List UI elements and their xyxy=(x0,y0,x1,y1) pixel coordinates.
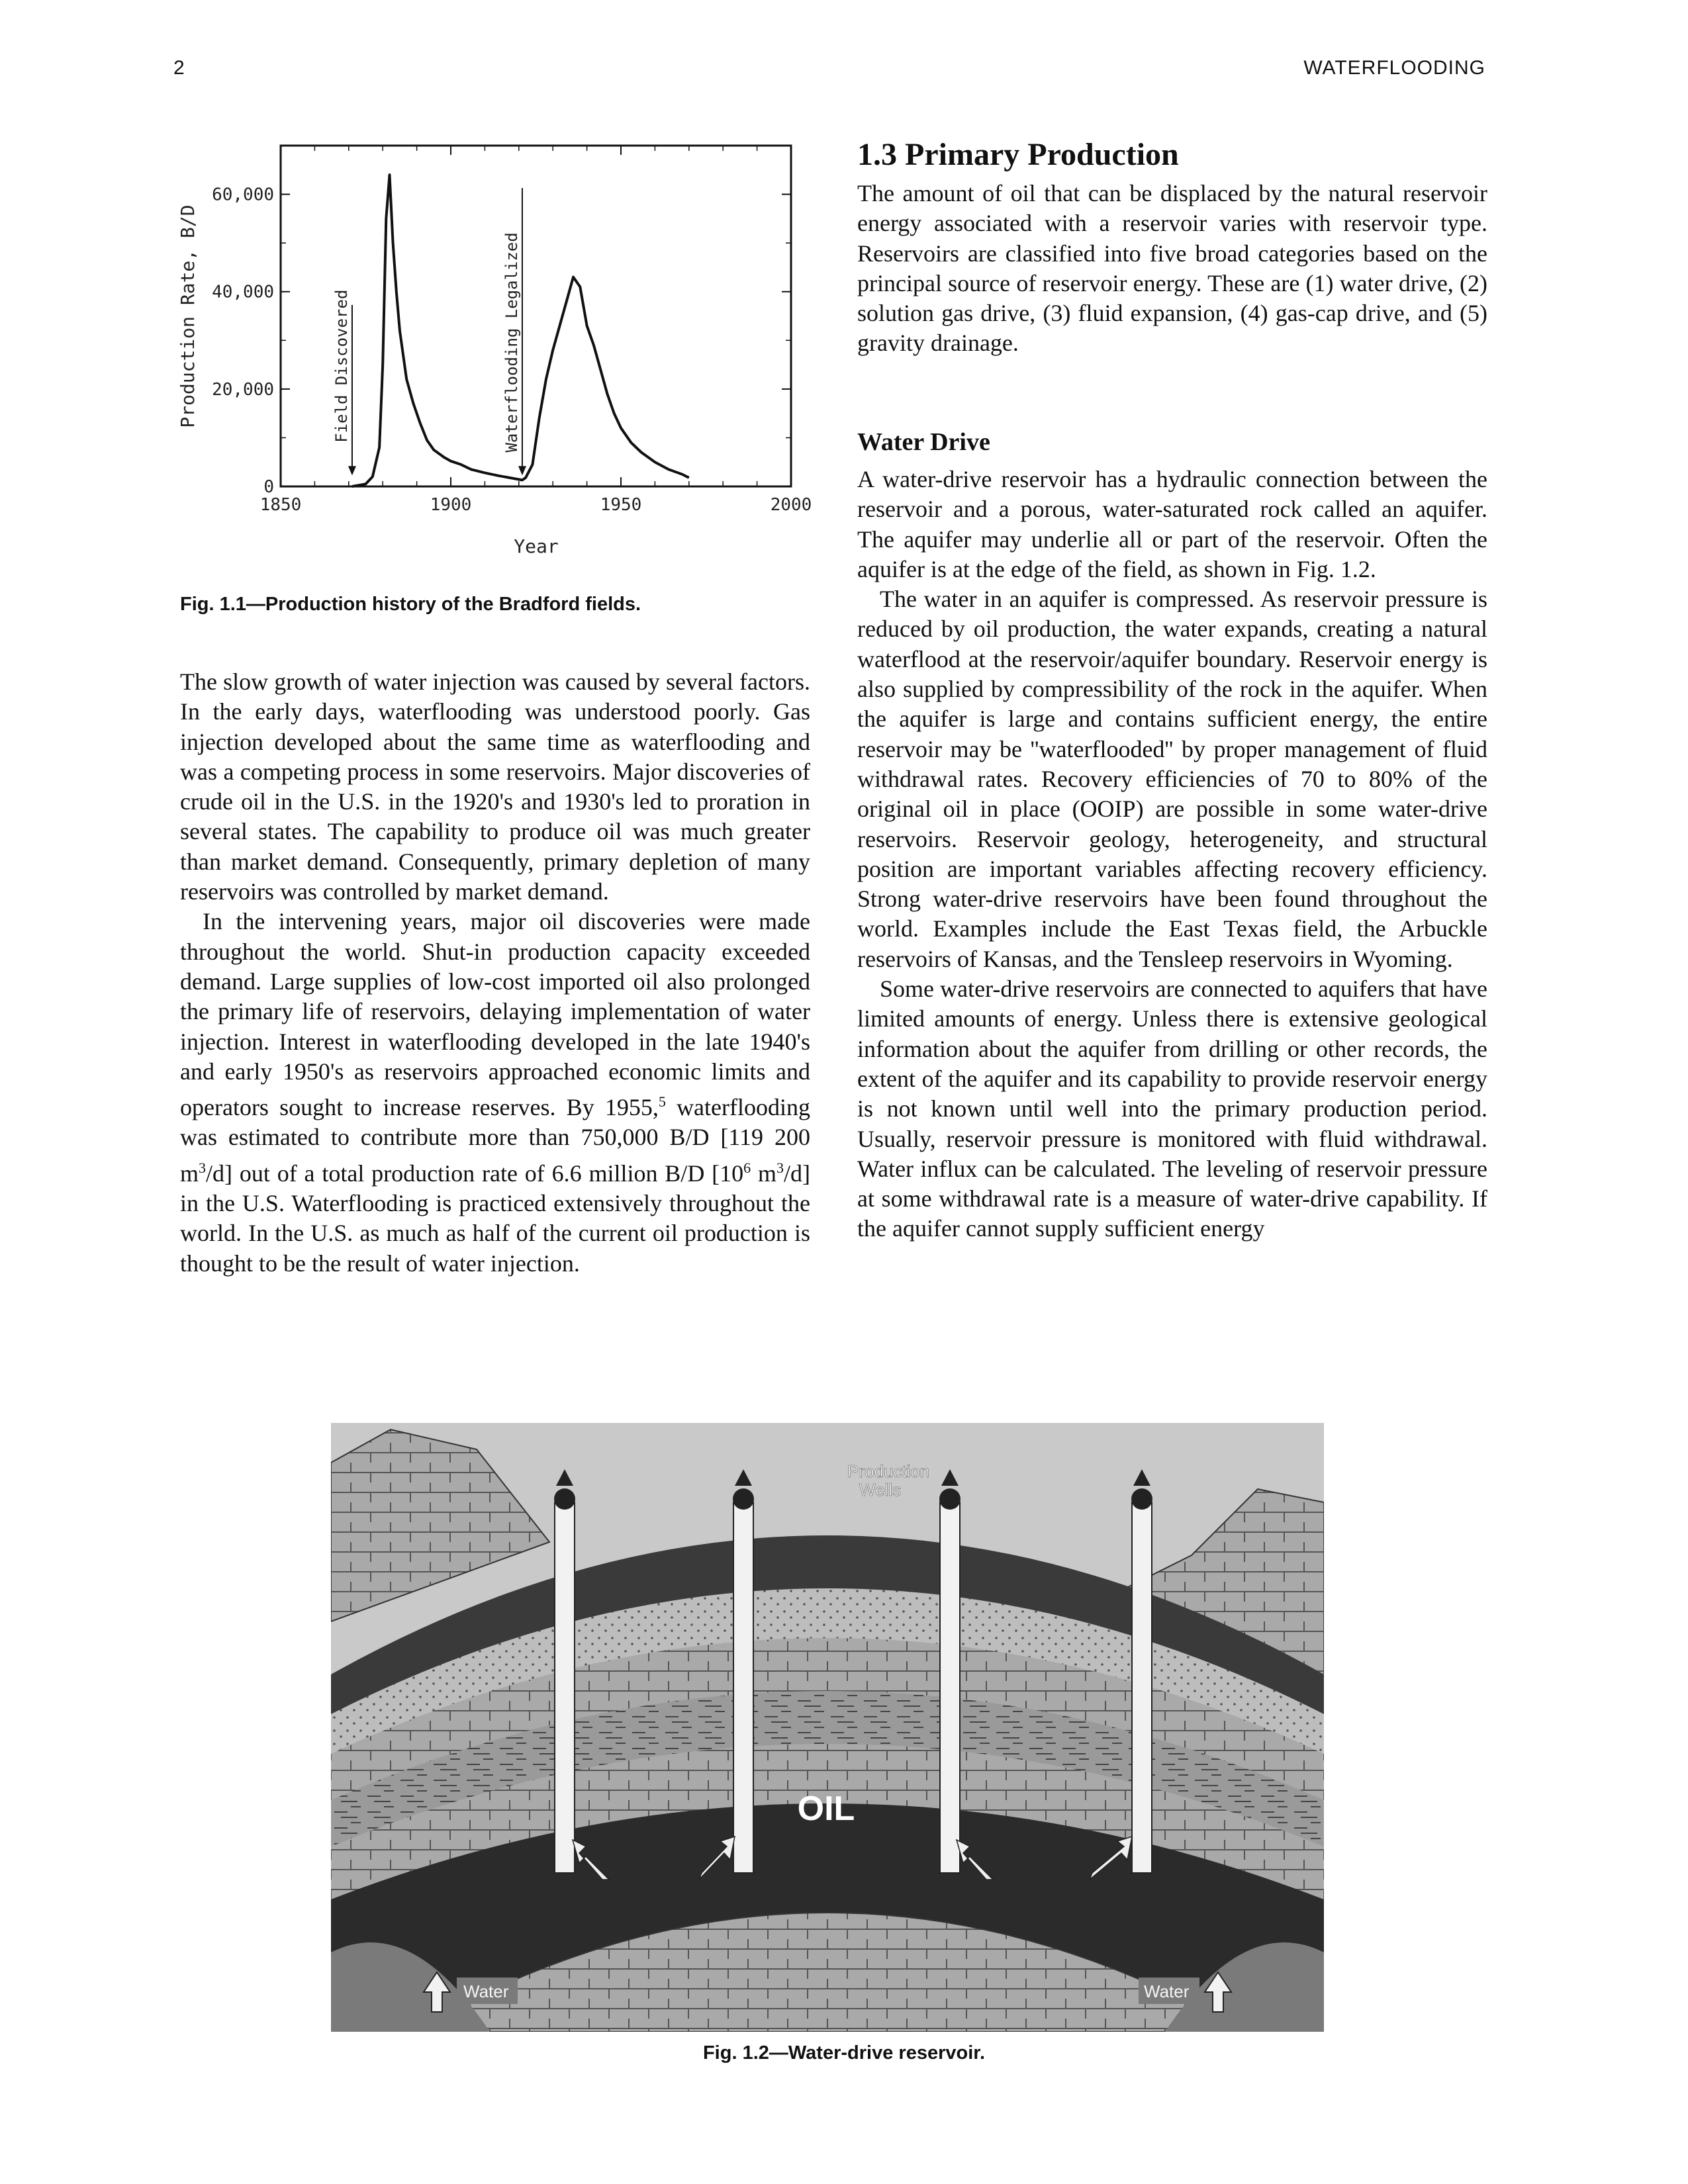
left-column xyxy=(180,667,810,1279)
x-tick-label: 1850 xyxy=(259,495,302,515)
section-heading: 1.3 Primary Production xyxy=(857,137,1179,172)
oil-label: OIL xyxy=(797,1790,855,1828)
paragraph: The water in an aquifer is compressed. As reservoir pressure is reduced by oil production, the water expands, creating a natural waterflood at the reservoir/aquifer boundary. Reservoir energy is also supplied by compressibility of the rock in the aquifer. When the aquifer is large and contains sufficient energy, the entire reservoir may be ''waterflooded'' by proper management of fluid withdrawal rates. Recovery efficiencies of 70 to 80% of the original oil in place (OOIP) are possible in some water-drive reservoirs. Reservoir geology, heterogeneity, and structural position are important variables affecting recovery efficiency. Strong water-drive reservoirs have been found throughout the world. Examples include the East Texas field, the Arbuckle reservoirs of Kansas, and the Tensleep reservoirs in Wyoming. xyxy=(857,586,1487,972)
annotation-label: Waterflooding Legalized xyxy=(502,232,521,453)
production-wells-label: Production xyxy=(847,1461,930,1481)
page-number: 2 xyxy=(173,57,185,79)
paragraph: In the intervening years, major oil discoveries were made throughout the world. Shut-in production capacity exceeded demand. Large supplies of low-cost imported oil also prolonged the primary life of reservoirs, delaying implementation of water injection. Interest in waterflooding developed in the late 1940's and early 1950's as reservoirs approached economic limits and operators sought to increase reserves. By 1955,$^5$ waterflooding was estimated to contribute more than 750,000 B/D [119 200 $m^3/d$] out of a total production rate of 6.6 million B/D [$10^6$ $m^3/d$] in the U.S. Waterflooding is practiced extensively throughout the world. In the U.S. as much as half of the current oil production is thought to be the result of water injection. xyxy=(180,908,811,1277)
annotation-arrowhead xyxy=(348,466,356,475)
chart-annotations xyxy=(332,188,526,475)
annotation-label: Field Discovered xyxy=(332,289,351,443)
section-intro xyxy=(857,179,1487,359)
y-tick-label: 0 xyxy=(263,477,274,497)
production-history-chart xyxy=(169,132,837,582)
y-tick-label: 20,000 xyxy=(212,379,274,400)
production-well xyxy=(939,1469,961,1873)
x-axis-label: Year xyxy=(514,535,559,557)
annotation-arrowhead xyxy=(518,466,526,475)
svg-text:Water: Water xyxy=(463,1981,509,2001)
paragraph: A water-drive reservoir has a hydraulic connection between the reservoir and a porous, water-saturated rock called an aquifer. The aquifer may underlie all or part of the reservoir. Often the aquifer is at the edge of the field, as shown in Fig. 1.2. xyxy=(857,466,1487,582)
production-wells-label: Wells xyxy=(859,1480,902,1500)
y-axis-label: Production Rate, B/D xyxy=(177,205,199,428)
paragraph: The slow growth of water injection was caused by several factors. In the early days, waterflooding was understood poorly. Gas injection developed about the same time as waterflooding and was a competing process in some reservoirs. Major discoveries of crude oil in the U.S. in the 1920's and 1930's led to proration in several states. The capability to produce oil was much greater than market demand. Consequently, primary depletion of many reservoirs was controlled by market demand. xyxy=(180,668,810,905)
paragraph: Some water-drive reservoirs are connected to aquifers that have limited amounts of energy. Unless there is extensive geological information about the aquifer from drilling or other records, the extent of the aquifer and its capability to provide reservoir energy is not known until well into the primary production period. Usually, reservoir pressure is monitored with fluid withdrawal. Water influx can be calculated. The leveling of reservoir pressure at some withdrawal rate is a measure of water-drive capability. If the aquifer cannot supply sufficient energy xyxy=(857,976,1487,1242)
x-tick-label: 1950 xyxy=(600,495,642,515)
figure-2-caption: Fig. 1.2—Water-drive reservoir. xyxy=(702,2042,986,2064)
svg-text:Water: Water xyxy=(1144,1981,1190,2001)
production-well xyxy=(1131,1469,1152,1873)
reference-superscript: 5 xyxy=(658,1093,666,1111)
right-column xyxy=(857,465,1487,1244)
subsection-heading: Water Drive xyxy=(857,428,990,456)
x-tick-label: 2000 xyxy=(770,495,812,515)
figure-1-caption: Fig. 1.1—Production history of the Bradford fields. xyxy=(180,594,641,615)
x-tick-label: 1900 xyxy=(430,495,472,515)
paragraph: The amount of oil that can be displaced by the natural reservoir energy associated with a reservoir varies with reservoir type. Reservoirs are classified into five broad categories based on the principal source of reservoir energy. These are (1) water drive, (2) solution gas drive, (3) fluid expansion, (4) gas-cap drive, and (5) gravity drainage. xyxy=(857,180,1487,357)
running-head: WATERFLOODING xyxy=(1303,57,1485,79)
production-well xyxy=(733,1469,754,1873)
y-tick-label: 40,000 xyxy=(212,282,274,302)
y-tick-label: 60,000 xyxy=(212,185,274,205)
water-drive-reservoir-illustration xyxy=(331,1423,1324,2032)
production-well xyxy=(554,1469,575,1873)
